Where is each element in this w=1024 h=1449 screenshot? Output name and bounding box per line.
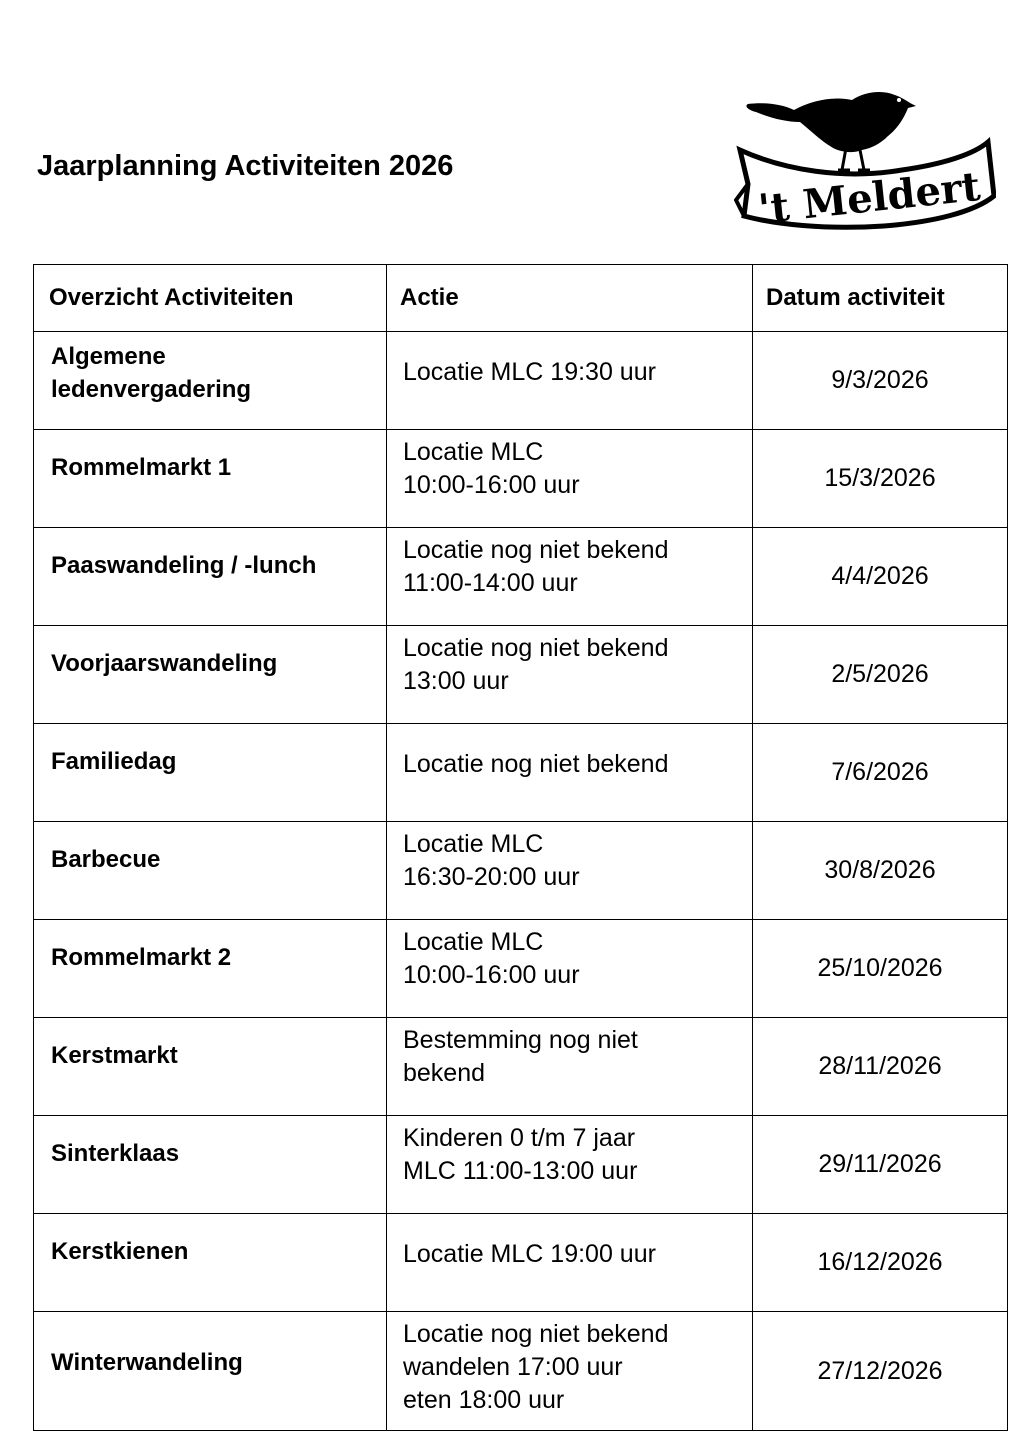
activity-name-line: ledenvergadering	[51, 376, 252, 403]
table-row	[34, 920, 1008, 1018]
table-row	[34, 822, 1008, 920]
table-row	[34, 528, 1008, 626]
activity-action-line: Locatie nog niet bekend	[403, 634, 669, 662]
activity-name-line: Algemene	[51, 343, 166, 370]
activity-name	[34, 528, 387, 626]
activity-action-line: eten 18:00 uur	[403, 1386, 565, 1414]
activity-action-line: Locatie MLC 19:30 uur	[403, 358, 656, 386]
activity-date: 29/11/2026	[753, 1116, 1008, 1214]
activity-action-line: 16:30-20:00 uur	[403, 863, 580, 891]
activity-name	[34, 430, 387, 528]
activity-action-line: Bestemming nog niet	[403, 1026, 638, 1054]
activity-action-line: wandelen 17:00 uur	[403, 1353, 623, 1381]
activity-action	[387, 332, 753, 430]
activity-action-line: Locatie nog niet bekend	[403, 750, 669, 778]
activity-name	[34, 822, 387, 920]
activity-action	[387, 1214, 753, 1312]
table-row	[34, 724, 1008, 822]
activity-action-line: Locatie nog niet bekend	[403, 536, 669, 564]
activity-date: 30/8/2026	[753, 822, 1008, 920]
activity-action	[387, 626, 753, 724]
activity-action-line: 10:00-16:00 uur	[403, 961, 580, 989]
activity-name-line: Rommelmarkt 1	[51, 454, 232, 481]
activity-name	[34, 1018, 387, 1116]
activity-action-line: Locatie MLC 19:00 uur	[403, 1240, 656, 1268]
activity-name-line: Barbecue	[51, 846, 161, 873]
table-row	[34, 1018, 1008, 1116]
meldert-logo	[734, 88, 996, 248]
activity-date: 4/4/2026	[753, 528, 1008, 626]
activity-date: 25/10/2026	[753, 920, 1008, 1018]
activity-name	[34, 1214, 387, 1312]
activity-action-line: Kinderen 0 t/m 7 jaar	[403, 1124, 636, 1152]
activity-name	[34, 1116, 387, 1214]
activity-action	[387, 920, 753, 1018]
table-row	[34, 1116, 1008, 1214]
activity-action	[387, 1116, 753, 1214]
activity-name-line: Voorjaarswandeling	[51, 650, 278, 677]
activity-name-line: Paaswandeling / -lunch	[51, 552, 317, 579]
activity-name	[34, 920, 387, 1018]
activity-date: 2/5/2026	[753, 626, 1008, 724]
activity-action	[387, 430, 753, 528]
activity-action-line: bekend	[403, 1059, 486, 1087]
activities-table	[33, 264, 1008, 1431]
activity-action-line: 13:00 uur	[403, 667, 509, 695]
header-date: Datum activiteit	[753, 265, 1008, 332]
blackbird-icon	[746, 92, 916, 170]
activity-name	[34, 332, 387, 430]
table-row	[34, 332, 1008, 430]
table-row	[34, 1312, 1008, 1431]
activity-name-line: Winterwandeling	[51, 1349, 243, 1376]
activity-date: 28/11/2026	[753, 1018, 1008, 1116]
activity-date: 15/3/2026	[753, 430, 1008, 528]
activity-action	[387, 1312, 753, 1431]
activity-name	[34, 626, 387, 724]
activity-action-line: Locatie MLC	[403, 438, 544, 466]
activity-date: 7/6/2026	[753, 724, 1008, 822]
table-row	[34, 1214, 1008, 1312]
activity-action	[387, 1018, 753, 1116]
activity-date: 27/12/2026	[753, 1312, 1008, 1431]
activity-action	[387, 822, 753, 920]
activity-action-line: MLC 11:00-13:00 uur	[403, 1157, 638, 1185]
activity-action-line: 10:00-16:00 uur	[403, 471, 580, 499]
table-row	[34, 626, 1008, 724]
activity-name-line: Kerstkienen	[51, 1238, 189, 1265]
header-action: Actie	[387, 265, 753, 332]
activity-action-line: Locatie MLC	[403, 830, 544, 858]
activity-name-line: Kerstmarkt	[51, 1042, 178, 1069]
activity-name-line: Sinterklaas	[51, 1140, 180, 1167]
activity-date: 9/3/2026	[753, 332, 1008, 430]
table-row	[34, 430, 1008, 528]
activity-action-line: Locatie MLC	[403, 928, 544, 956]
activity-name-line: Familiedag	[51, 748, 177, 775]
page-title: Jaarplanning Activiteiten 2026	[37, 150, 454, 182]
logo-text: 't Meldert	[756, 162, 983, 233]
activity-name	[34, 724, 387, 822]
activity-action-line: 11:00-14:00 uur	[403, 569, 578, 597]
activity-action	[387, 724, 753, 822]
activity-name	[34, 1312, 387, 1431]
activity-action-line: Locatie nog niet bekend	[403, 1320, 669, 1348]
header-activities: Overzicht Activiteiten	[34, 265, 387, 332]
activity-action	[387, 528, 753, 626]
activity-date: 16/12/2026	[753, 1214, 1008, 1312]
table-header-row	[34, 265, 1008, 332]
activity-name-line: Rommelmarkt 2	[51, 944, 232, 971]
